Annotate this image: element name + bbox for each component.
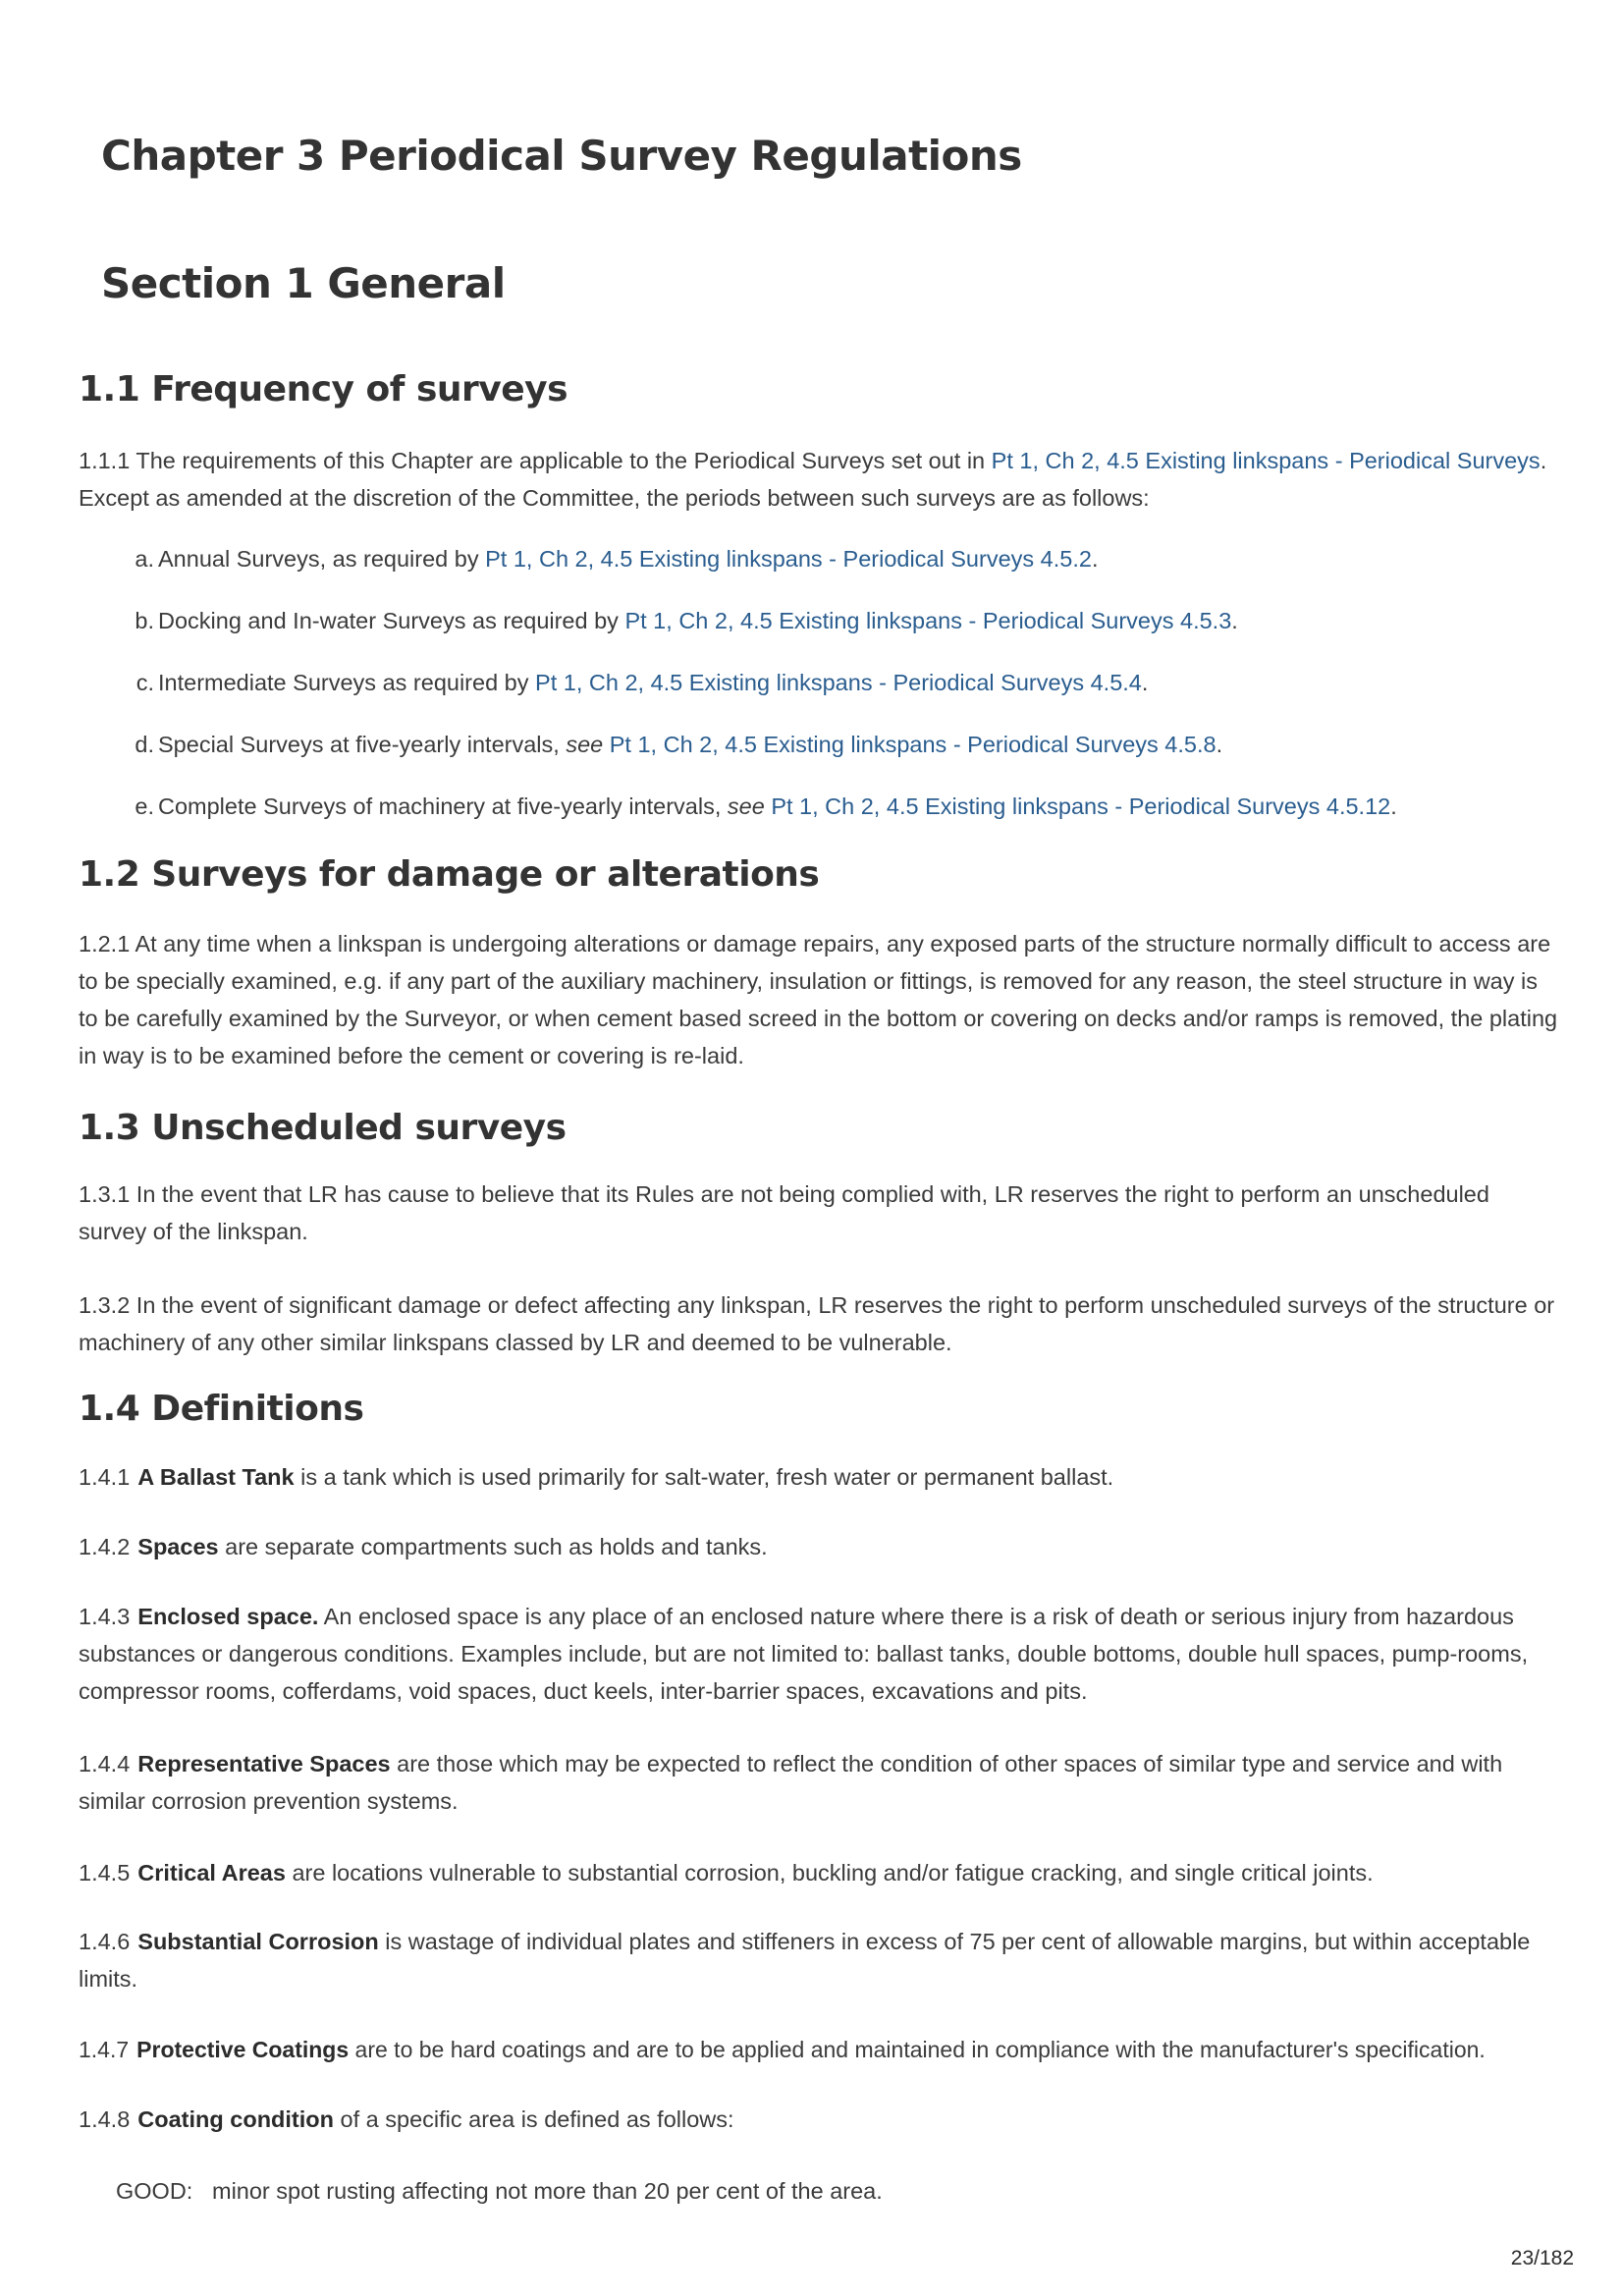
definition-text: are those which may be expected to reflect the condition of other spaces of similar type and service and with similar corrosion prevention systems. xyxy=(79,1751,1503,1814)
definition-number: 1.4.4 xyxy=(79,1751,131,1777)
paragraph-1-3-1: 1.3.1 In the event that LR has cause to believe that its Rules are not being complied with, LR reserves the right to perform an unscheduled survey of the linkspan. xyxy=(79,1181,1489,1244)
heading-1-3: 1.3 Unscheduled surveys xyxy=(79,1108,567,1148)
section-title: Section 1 General xyxy=(101,259,506,307)
definition-text: is a tank which is used primarily for salt-water, fresh water or permanent ballast. xyxy=(294,1464,1114,1490)
definition-1-4-1 xyxy=(79,1458,1559,1496)
definition-1-4-7 xyxy=(79,2031,1559,2068)
definition-term: Enclosed space. xyxy=(137,1604,319,1629)
definition-term: Protective Coatings xyxy=(136,2037,350,2062)
punctuation: . xyxy=(1091,546,1099,572)
definition-number: 1.4.2 xyxy=(79,1534,131,1559)
punctuation: . xyxy=(1216,732,1223,757)
definition-text: An enclosed space is any place of an enclosed nature where there is a risk of death or serious injury from hazardous substances or dangerous conditions. Examples include, but are not limited to: ballast tanks, double bottoms, double hull spaces, pump-rooms, compressor rooms, cofferdams, void spaces, duct keels, inter-barrier spaces, excavations and pits. xyxy=(79,1604,1529,1704)
definition-number: 1.4.1 xyxy=(79,1464,131,1490)
list-item-text: Docking and In-water Surveys as required by xyxy=(158,608,625,633)
link-periodical-surveys[interactable]: Pt 1, Ch 2, 4.5 Existing linkspans - Periodical Surveys xyxy=(991,448,1541,473)
definition-text: of a specific area is defined as follows: xyxy=(334,2106,734,2132)
link-4-5-4[interactable]: Pt 1, Ch 2, 4.5 Existing linkspans - Periodical Surveys 4.5.4 xyxy=(535,670,1142,695)
definition-term: Representative Spaces xyxy=(137,1751,391,1777)
paragraph-text: 1.1.1 The requirements of this Chapter are applicable to the Periodical Surveys set out in xyxy=(79,448,992,473)
list-marker: e. xyxy=(135,793,154,819)
link-4-5-2[interactable]: Pt 1, Ch 2, 4.5 Existing linkspans - Periodical Surveys 4.5.2 xyxy=(485,546,1092,572)
condition-label: GOOD: xyxy=(116,2178,193,2204)
chapter-title: Chapter 3 Periodical Survey Regulations xyxy=(101,132,1022,180)
definition-number: 1.4.3 xyxy=(79,1604,131,1629)
definition-1-4-8 xyxy=(79,2101,1559,2138)
definition-number: 1.4.6 xyxy=(79,1929,131,1954)
coating-condition-good xyxy=(116,2172,883,2210)
list-item-c xyxy=(128,664,1148,701)
heading-1-1: 1.1 Frequency of surveys xyxy=(79,369,568,410)
definition-number: 1.4.8 xyxy=(79,2106,131,2132)
list-item-b xyxy=(128,602,1238,639)
definition-term: Critical Areas xyxy=(137,1860,286,1886)
list-marker: a. xyxy=(135,546,154,572)
definition-number: 1.4.5 xyxy=(79,1860,131,1886)
condition-text: minor spot rusting affecting not more than 20 per cent of the area. xyxy=(212,2178,883,2204)
definition-1-4-3 xyxy=(79,1598,1559,1710)
see-word: see xyxy=(566,732,604,757)
definition-term: Spaces xyxy=(137,1534,219,1559)
list-marker: b. xyxy=(135,608,154,633)
page-number: 23/182 xyxy=(1510,2247,1574,2269)
list-item-e xyxy=(128,788,1397,825)
definition-1-4-4 xyxy=(79,1745,1559,1820)
punctuation: . xyxy=(1141,670,1149,695)
definition-term: Substantial Corrosion xyxy=(137,1929,379,1954)
list-item-text: Annual Surveys, as required by xyxy=(158,546,486,572)
list-marker: c. xyxy=(135,670,154,695)
definition-term: Coating condition xyxy=(137,2106,334,2132)
list-item-text: Intermediate Surveys as required by xyxy=(158,670,536,695)
link-4-5-8[interactable]: Pt 1, Ch 2, 4.5 Existing linkspans - Periodical Surveys 4.5.8 xyxy=(609,732,1216,757)
definition-text: are to be hard coatings and are to be applied and maintained in compliance with the manufacturer's specification. xyxy=(349,2037,1486,2062)
list-marker: d. xyxy=(135,732,154,757)
list-item-d xyxy=(128,726,1222,763)
heading-1-2: 1.2 Surveys for damage or alterations xyxy=(79,854,820,895)
list-item-text: Complete Surveys of machinery at five-yearly intervals, xyxy=(158,793,728,819)
list-item-text: Special Surveys at five-yearly intervals, xyxy=(158,732,567,757)
definition-text: is wastage of individual plates and stiffeners in excess of 75 per cent of allowable margins, but within acceptable limits. xyxy=(79,1929,1531,1992)
punctuation: . xyxy=(1231,608,1238,633)
definition-text: are separate compartments such as holds and tanks. xyxy=(218,1534,768,1559)
see-word: see xyxy=(727,793,765,819)
link-4-5-3[interactable]: Pt 1, Ch 2, 4.5 Existing linkspans - Periodical Surveys 4.5.3 xyxy=(624,608,1232,633)
heading-1-4: 1.4 Definitions xyxy=(79,1389,364,1429)
paragraph-text: . Except as amended at the discretion of the Committee, the periods between such surveys are as follows: xyxy=(79,448,1547,511)
paragraph-1-3-2: 1.3.2 In the event of significant damage or defect affecting any linkspan, LR reserves the right to perform unscheduled surveys of the structure or machinery of any other similar linkspans classed by LR and deemed to be vulnerable. xyxy=(79,1292,1555,1355)
link-4-5-12[interactable]: Pt 1, Ch 2, 4.5 Existing linkspans - Periodical Surveys 4.5.12 xyxy=(771,793,1391,819)
definition-1-4-6 xyxy=(79,1923,1559,1997)
definition-number: 1.4.7 xyxy=(79,2037,130,2062)
definition-1-4-2 xyxy=(79,1528,1559,1565)
paragraph-1-1-1 xyxy=(79,442,1559,517)
paragraph-1-2-1: 1.2.1 At any time when a linkspan is undergoing alterations or damage repairs, any exposed parts of the structure normally difficult to access are to be specially examined, e.g. if any part of the auxiliary machinery, insulation or fittings, is removed for any reason, the steel structure in way is to be carefully examined by the Surveyor, or when cement based screed in the bottom or covering on decks and/or ramps is removed, the plating in way is to be examined before the cement or covering is re-laid. xyxy=(79,931,1558,1068)
punctuation: . xyxy=(1390,793,1397,819)
definition-text: are locations vulnerable to substantial corrosion, buckling and/or fatigue cracking, and single critical joints. xyxy=(285,1860,1374,1886)
definition-term: A Ballast Tank xyxy=(137,1464,295,1490)
list-item-a xyxy=(128,540,1098,577)
definition-1-4-5 xyxy=(79,1854,1559,1891)
